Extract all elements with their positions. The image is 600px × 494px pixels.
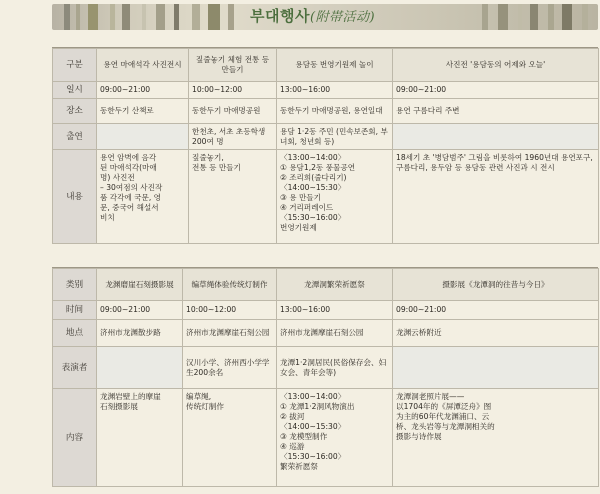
row-label: 地点: [53, 320, 97, 347]
table-cell: [277, 150, 393, 244]
table-cell: 济州市龙渊散步路: [97, 320, 183, 347]
cell-line: ③ 龙模型制作: [280, 432, 328, 441]
row-label: 장소: [53, 99, 97, 124]
table-cell: [393, 150, 599, 244]
cell-line: 번영기원제: [280, 223, 317, 232]
table-row: [53, 347, 599, 389]
cell-line: 〈13:00~14:00〉: [280, 153, 346, 162]
header-column: 龙潭洞繁荣祈愿祭: [277, 269, 393, 301]
cell-line: 为主的60年代龙渊浦口、云: [396, 412, 490, 421]
header-column: 编草绳体验传统灯制作: [183, 269, 277, 301]
row-label: 출연: [53, 124, 97, 150]
table-header-row: [53, 269, 599, 301]
cell-line: 〈15:30~16:00〉: [280, 452, 346, 461]
header-column: 용연 마애석각 사진전시: [97, 49, 189, 82]
row-label: 时间: [53, 301, 97, 320]
header-category: 类别: [53, 269, 97, 301]
cell-line: 18세기 초 '병담범주' 그림을 비롯하여 1960년대 용연포구, 구름다리, 용두암 등 용담동 관련 사진과 시 전시: [396, 153, 593, 172]
row-label: 내용: [53, 150, 97, 244]
row-label: 일시: [53, 82, 97, 99]
row-label: 表演者: [53, 347, 97, 389]
cell-line: ① 용담1,2동 풍물공연: [280, 163, 356, 172]
table-cell: 09:00~21:00: [97, 301, 183, 320]
table-cell: [393, 124, 599, 150]
table-cell: [97, 347, 183, 389]
table-row: [53, 99, 599, 124]
row-label: 内容: [53, 389, 97, 487]
cell-line: 编草绳,: [186, 392, 212, 401]
cell-line: ② 조리희(줄다리기): [280, 173, 347, 182]
header-column: 짚줄놓기 체험 전통 등 만들기: [189, 49, 277, 82]
cell-line: ① 龙潭1·2洞风物演出: [280, 402, 355, 411]
table-cell: 龙潭1·2洞居民(民俗保存会、妇女会、青年会等): [277, 347, 393, 389]
cell-line: 명) 사진전: [100, 173, 135, 182]
table-cell: 10:00~12:00: [189, 82, 277, 99]
table-cell: 10:00~12:00: [183, 301, 277, 320]
table-cell: [393, 389, 599, 487]
cell-line: 石刻摄影展: [100, 402, 138, 411]
cell-line: 전통 등 만들기: [192, 163, 241, 172]
page-title-korean: 부대행사: [250, 7, 310, 25]
header-column: 용담동 번영기원제 놀이: [277, 49, 393, 82]
table-cell: 09:00~21:00: [393, 82, 599, 99]
table-cell: 용담 1·2동 주민 (민속보존회, 부녀회, 청년회 등): [277, 124, 393, 150]
table-cell: 龙渊云桥附近: [393, 320, 599, 347]
page-title-chinese: (附帯活动): [309, 10, 376, 25]
table-cell: [277, 389, 393, 487]
cell-line: 繁荣祈愿祭: [280, 462, 318, 471]
page-title: [250, 6, 380, 26]
cell-line: 품 각각에 국문, 영: [100, 193, 162, 202]
table-cell: 13:00~16:00: [277, 82, 393, 99]
table-cell: 09:00~21:00: [393, 301, 599, 320]
header-column: 摄影展《龙潭洞的往昔与今日》: [393, 269, 599, 301]
table-header-row: [53, 49, 599, 82]
cell-line: 桥、龙头岩等与龙潭洞相关的: [396, 422, 495, 431]
cell-line: 용연 암벽에 음각: [100, 153, 157, 162]
cell-line: 龙潭洞老照片展——: [396, 392, 465, 401]
cell-line: 摄影与诗作展: [396, 432, 442, 441]
table-cell: 용연 구름다리 주변: [393, 99, 599, 124]
cell-line: ④ 거리퍼레이드: [280, 203, 334, 212]
cell-line: 짚줄놓기,: [192, 153, 224, 162]
cell-line: 비치: [100, 213, 115, 222]
table-cell: 동한두기 마애명공원: [189, 99, 277, 124]
table-cell: [189, 150, 277, 244]
table-cell: 09:00~21:00: [97, 82, 189, 99]
header-column: 사진전 '용담동의 어제와 오늘': [393, 49, 599, 82]
cell-line: 〈14:00~15:30〉: [280, 422, 346, 431]
table-row: [53, 82, 599, 99]
table-cell: [97, 150, 189, 244]
chinese-event-table: [52, 268, 599, 487]
cell-line: ② 拔河: [280, 412, 305, 421]
cell-line: ③ 용 만들기: [280, 193, 321, 202]
header-category: 구분: [53, 49, 97, 82]
cell-line: – 30여점의 사진작: [100, 183, 163, 192]
table-cell: [97, 389, 183, 487]
cell-line: 〈15:30~16:00〉: [280, 213, 346, 222]
table-cell: 济州市龙渊摩崖石刻公园: [277, 320, 393, 347]
table-row: [53, 124, 599, 150]
cell-line: 문, 중국어 해설서: [100, 203, 159, 212]
table-row: [53, 301, 599, 320]
cell-line: 龙渊岩壁上的摩崖: [100, 392, 161, 401]
korean-event-table: [52, 48, 599, 244]
table-cell: 한천초, 서초 초등학생 200여 명: [189, 124, 277, 150]
table-cell: [183, 389, 277, 487]
table-cell: [97, 124, 189, 150]
table-cell: 동한두기 마애명공원, 용연일대: [277, 99, 393, 124]
table-row: [53, 320, 599, 347]
cell-line: 以1704年的《屏潭泛舟》图: [396, 402, 492, 411]
table-cell: 汉川小学、济州西小学学生200余名: [183, 347, 277, 389]
cell-line: 〈13:00~14:00〉: [280, 392, 346, 401]
table-cell: 13:00~16:00: [277, 301, 393, 320]
header-column: 龙渊磨崖石刻摄影展: [97, 269, 183, 301]
cell-line: 传统灯制作: [186, 402, 224, 411]
table-row: [53, 150, 599, 244]
cell-line: ④ 巡游: [280, 442, 305, 451]
table-cell: 济州市龙渊摩崖石刻公园: [183, 320, 277, 347]
cell-line: 된 마애석각(마애: [100, 163, 157, 172]
table-cell: 동한두기 산책로: [97, 99, 189, 124]
table-cell: [393, 347, 599, 389]
table-row: [53, 389, 599, 487]
cell-line: 〈14:00~15:30〉: [280, 183, 346, 192]
